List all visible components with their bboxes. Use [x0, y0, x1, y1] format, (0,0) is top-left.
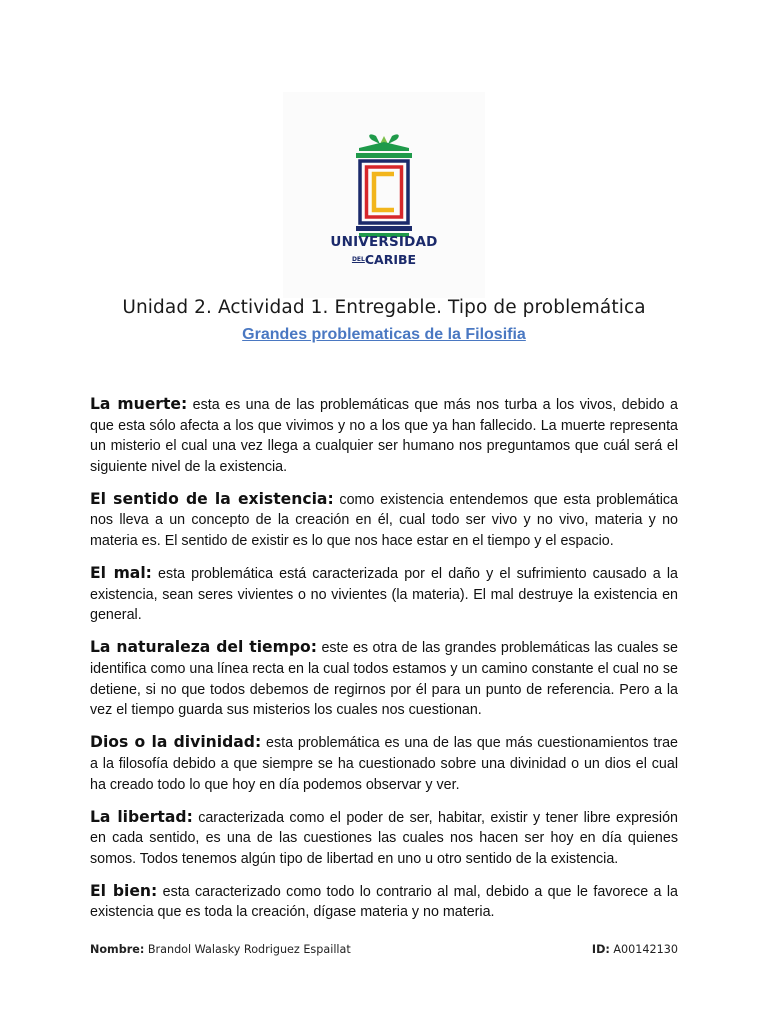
logo-text-del: DEL — [351, 256, 365, 263]
paragraph-naturaleza-tiempo — [90, 637, 678, 720]
term-description: esta caracterizado como todo lo contrario al mal, debido a que le favorece a la existencia que es toda la creación, dígase materia y no materia. — [90, 883, 678, 921]
paragraph-el-mal — [90, 563, 678, 626]
paragraph-dios-divinidad — [90, 732, 678, 795]
name-label: Nombre: — [90, 943, 145, 956]
document-footer — [90, 943, 678, 961]
id-label: ID: — [591, 943, 610, 956]
term-label: Dios o la divinidad: — [90, 733, 262, 752]
logo-text-caribe: CARIBE — [364, 252, 417, 267]
term-description: este es otra de las grandes problemáticas las cuales se identifica como una línea recta en la cual todos estamos y un camino constante el cual no se detiene, si no que todos debemos de regirnos por él para un punto de referencia. Pero a la vez el tiempo guarda sus misterios los cuales nos cuestionan. — [90, 640, 678, 719]
id-value: A00142130 — [609, 943, 678, 956]
name-value: Brandol Walasky Rodriguez Espaillat — [144, 943, 351, 956]
term-description: esta problemática está caracterizada por el daño y el sufrimiento causado a la existencia, sean seres vivientes o no vivientes (la materia). El mal destruye la existencia en general. — [90, 566, 678, 624]
term-description: como existencia entendemos que esta problemática nos lleva a un concepto de la creación en él, cual todo ser vivo y no vivo, materia y no materia es. El sentido de existir es lo que nos hace estar en el tiempo y el espacio. — [90, 491, 678, 550]
document-subtitle: Grandes problematicas de la Filosifia — [242, 326, 526, 343]
paragraph-sentido-existencia — [90, 489, 678, 552]
paragraph-la-muerte — [90, 394, 678, 477]
author-name — [90, 943, 351, 956]
term-description: esta problemática es una de las que más cuestionamientos trae a la filosofía debido a que siempre se ha cuestionado sobre una divinidad o un dios el cual ha creado todo lo que hoy en día podemos observar y ver. — [90, 735, 678, 793]
logo-text-university: UNIVERSIDAD — [330, 234, 438, 250]
term-description: caracterizada como el poder de ser, habitar, existir y tener libre expresión en cada sentido, es una de las cuestiones las cuales nos hacen ser hoy en día quienes somos. Todos tenemos algún tipo de libertad en uno u otro sentido de la existencia. — [90, 809, 678, 867]
problematics-list — [90, 394, 678, 935]
paragraph-el-bien — [90, 881, 678, 923]
logo-text-caribe-line — [283, 249, 485, 268]
university-logo — [283, 92, 485, 298]
term-label: El bien: — [90, 881, 158, 900]
document-title: Unidad 2. Actividad 1. Entregable. Tipo de problemática — [122, 297, 646, 318]
term-label: El sentido de la existencia: — [90, 489, 334, 508]
term-label: La libertad: — [90, 807, 193, 826]
paragraph-la-libertad — [90, 807, 678, 870]
term-label: La naturaleza del tiempo: — [90, 638, 317, 657]
term-description: esta es una de las problemáticas que más nos turba a los vivos, debido a que esta sólo afecta a los que vivimos y no a los que ya han fallecido. La muerte representa un misterio el cual una vez llega a cualquier ser humano nos preguntamos que cuál será el siguiente nivel de la existencia. — [90, 397, 678, 475]
term-label: El mal: — [90, 564, 152, 583]
student-id — [592, 943, 678, 956]
term-label: La muerte: — [90, 395, 188, 413]
